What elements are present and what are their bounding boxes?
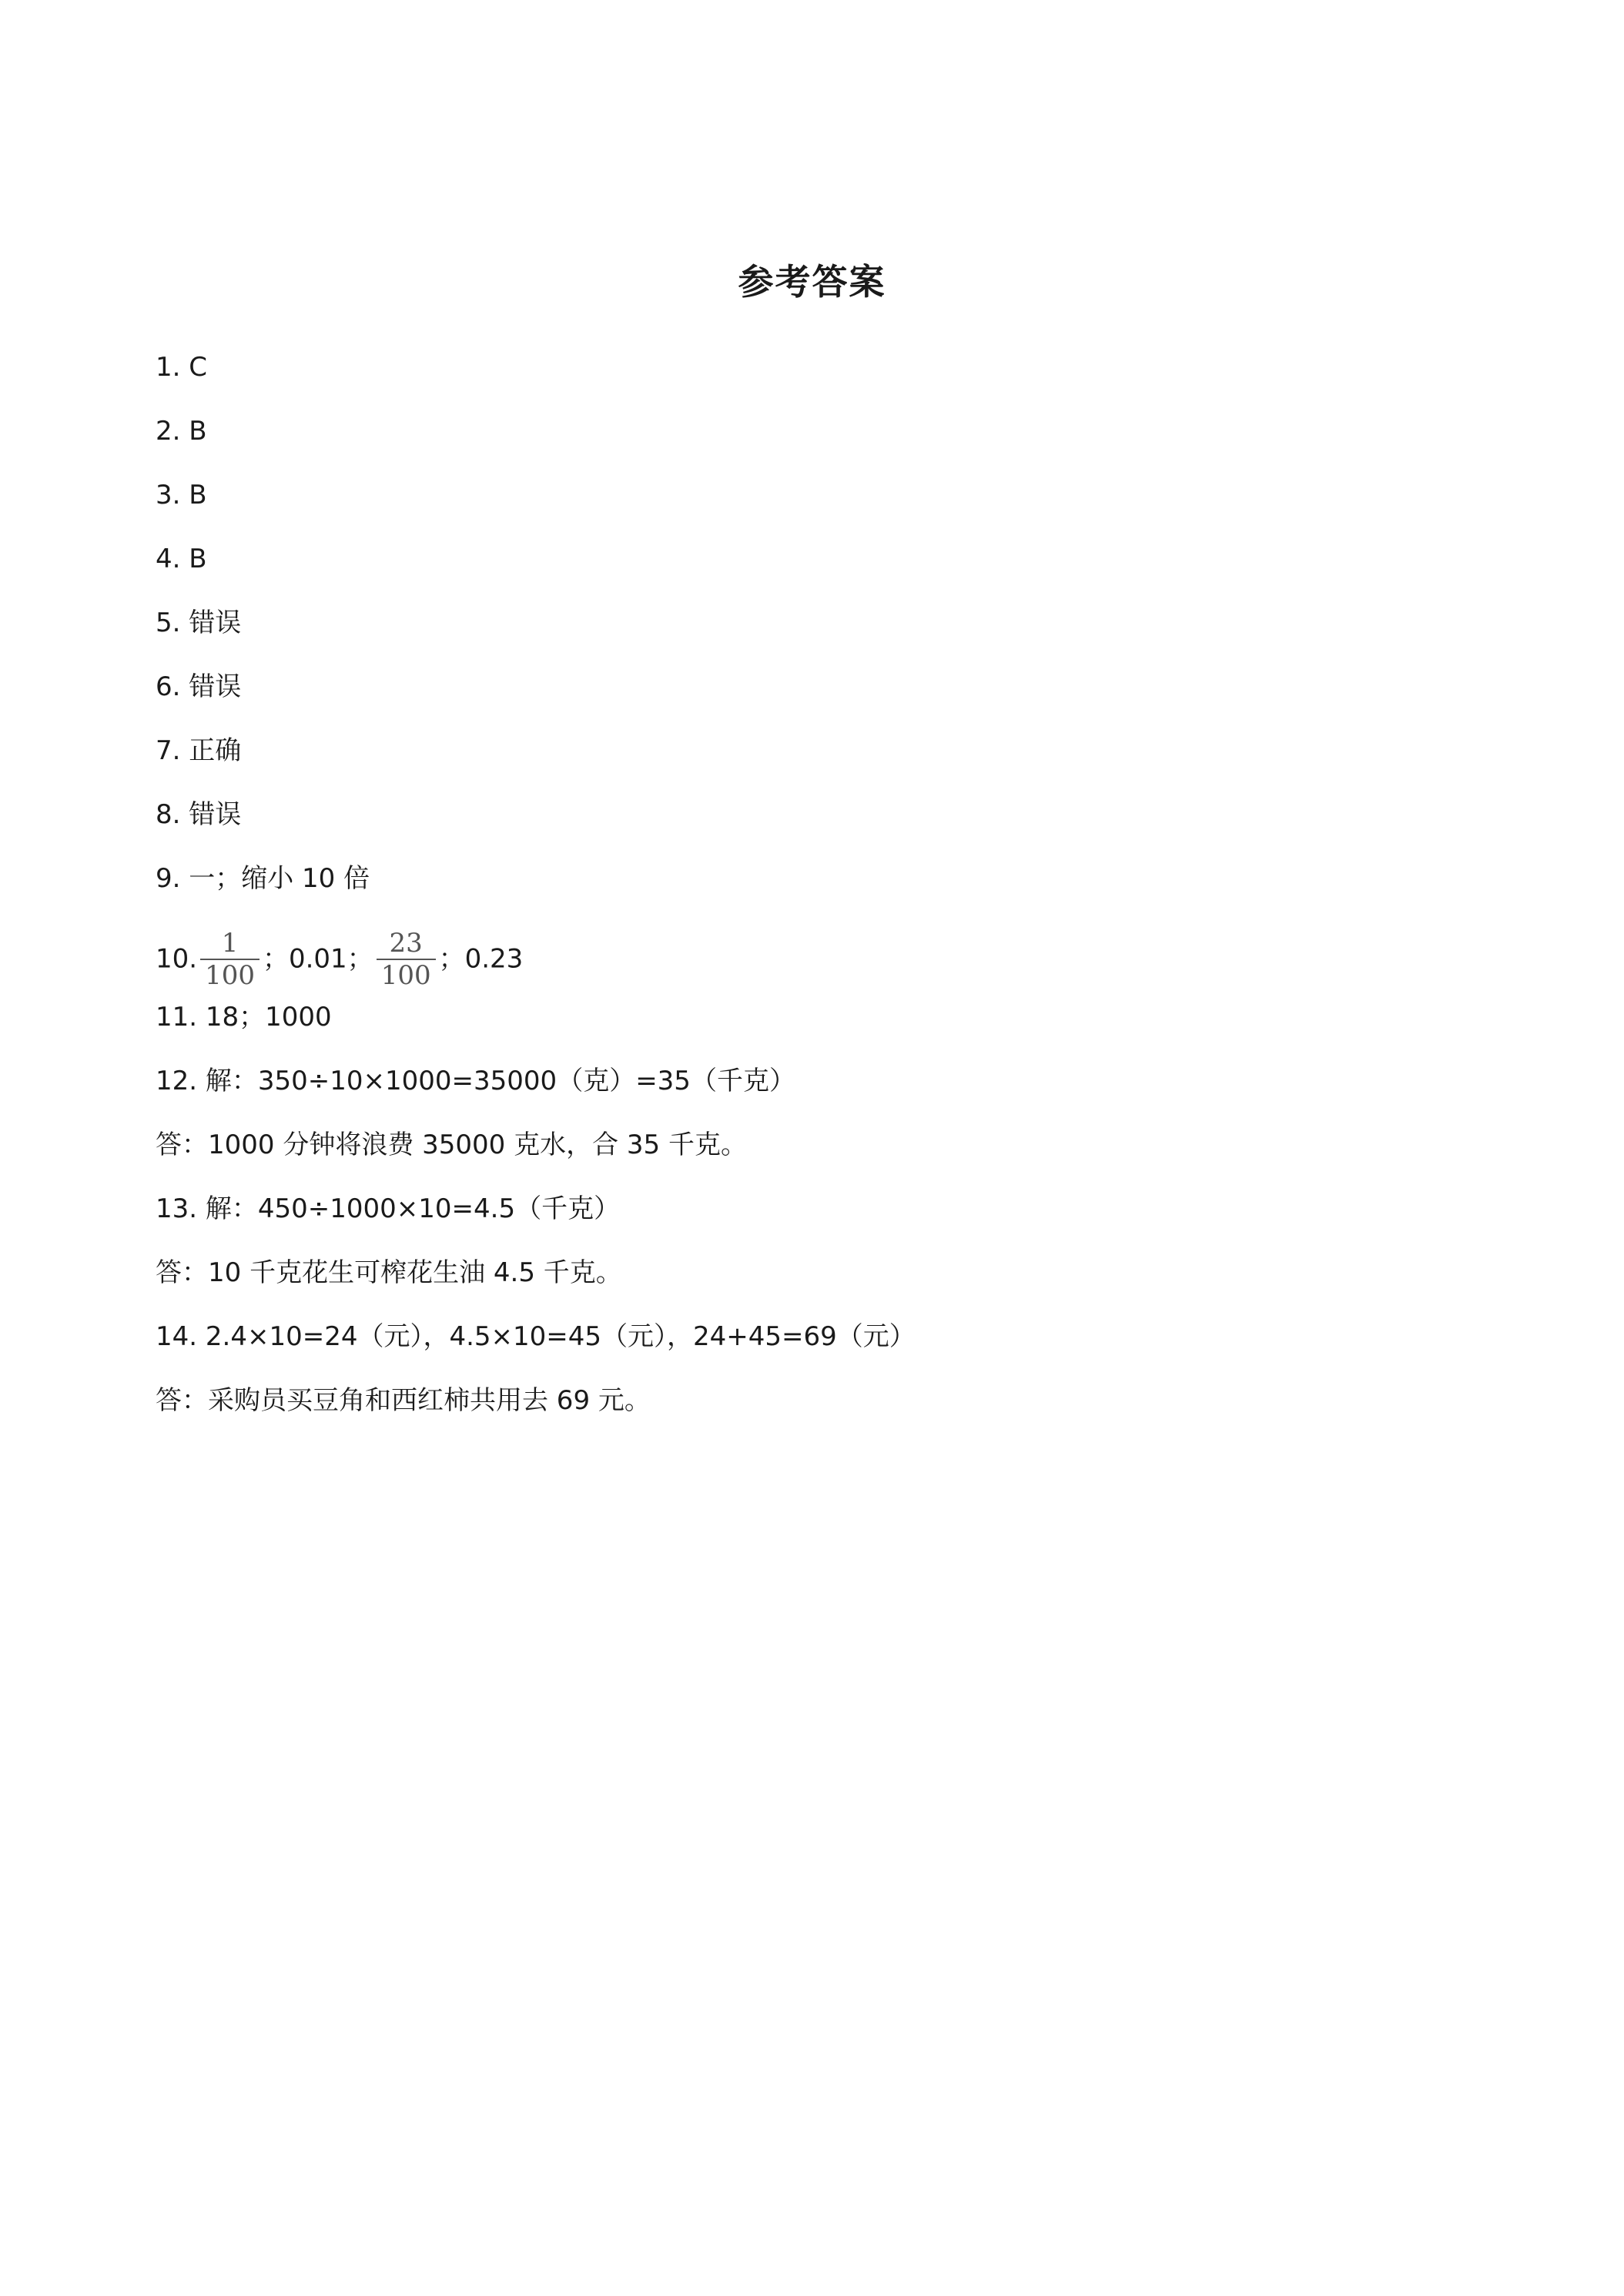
answer-7: 7. 正确 (156, 735, 242, 766)
page-title: 参考答案 (738, 261, 886, 303)
answer-13-conclusion: 答：10 千克花生可榨花生油 4.5 千克。 (156, 1257, 622, 1288)
answer-10 (156, 923, 1465, 998)
fraction-1-over-100 (200, 927, 260, 991)
fraction-numerator: 23 (377, 930, 436, 960)
fraction-23-over-100 (377, 927, 436, 991)
answer-1: 1. C (156, 352, 207, 383)
answer-13-solution: 13. 解：450÷1000×10=4.5（千克） (156, 1193, 621, 1224)
answer-2: 2. B (156, 416, 207, 447)
fraction-denominator: 100 (205, 959, 255, 991)
fraction-numerator: 1 (200, 930, 260, 960)
answer-10-prefix: 10. (156, 943, 198, 975)
answer-11: 11. 18；1000 (156, 1002, 332, 1033)
answer-14-conclusion: 答：采购员买豆角和西红柿共用去 69 元。 (156, 1385, 651, 1416)
answer-14-solution: 14. 2.4×10=24（元），4.5×10=45（元），24+45=69（元） (156, 1321, 916, 1352)
answer-12-solution: 12. 解：350÷10×1000=35000（克）=35（千克） (156, 1066, 795, 1096)
answer-8: 8. 错误 (156, 799, 242, 830)
answer-10-decimal: ；0.23 (438, 943, 524, 975)
answer-12-conclusion: 答：1000 分钟将浪费 35000 克水，合 35 千克。 (156, 1130, 747, 1160)
answer-9: 9. 一；缩小 10 倍 (156, 863, 370, 894)
answer-4: 4. B (156, 544, 207, 574)
answer-6: 6. 错误 (156, 671, 242, 702)
answer-5: 5. 错误 (156, 607, 242, 638)
fraction-denominator: 100 (380, 959, 431, 991)
answer-3: 3. B (156, 480, 207, 510)
answer-list (156, 348, 1465, 1445)
answer-10-separator: ；0.01； (262, 943, 373, 975)
